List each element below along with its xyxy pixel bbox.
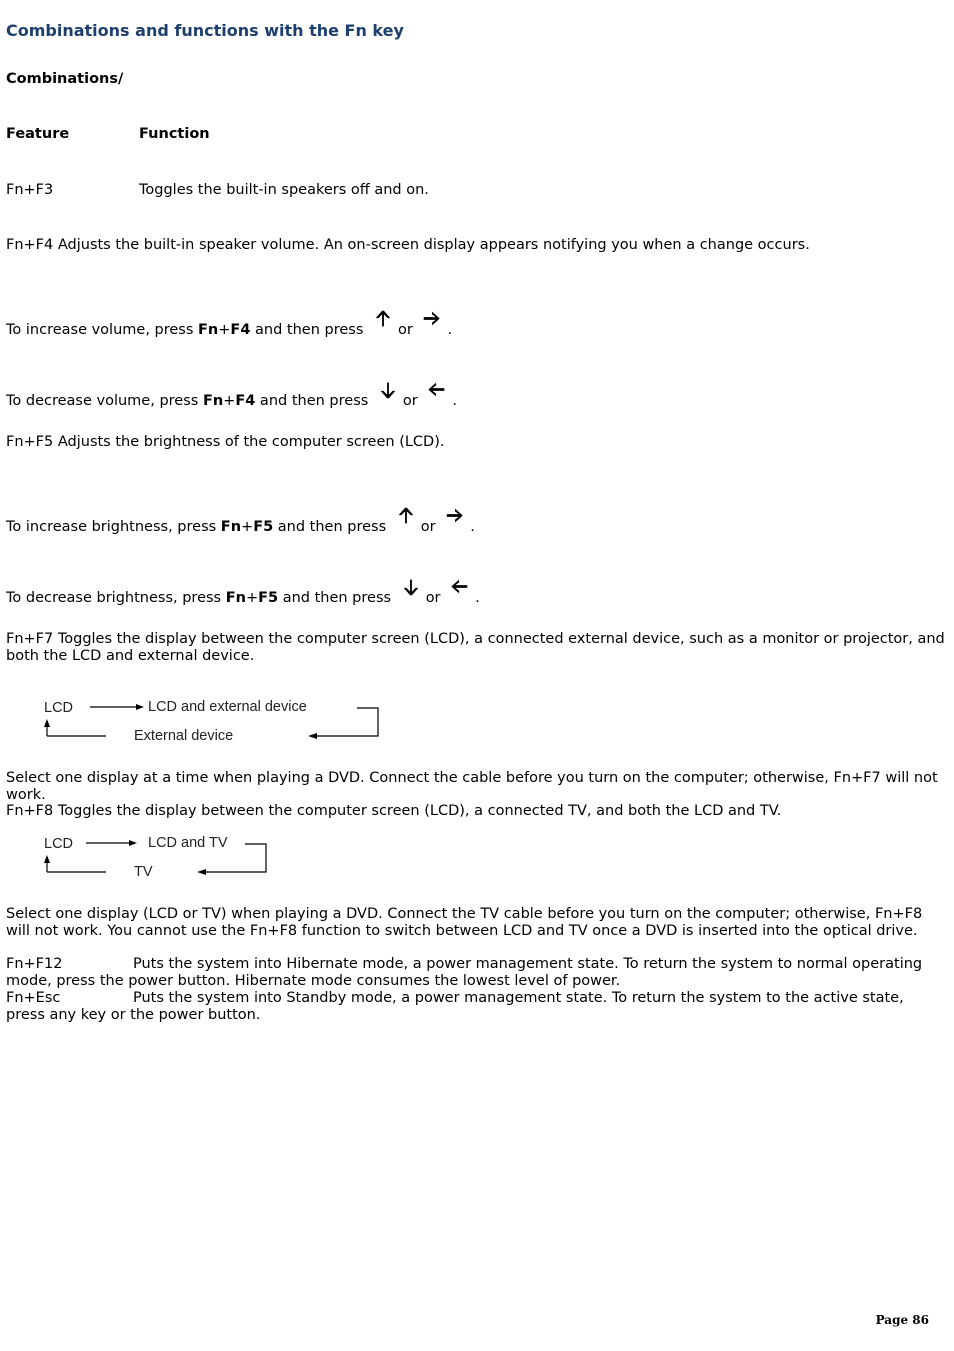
right-arrow-icon bbox=[444, 505, 466, 527]
or-text: or bbox=[398, 322, 413, 338]
period: . bbox=[447, 322, 453, 338]
fn-f5-line: Fn+F5 Adjusts the brightness of the computer screen (LCD). bbox=[6, 434, 445, 450]
or-text: or bbox=[402, 393, 418, 409]
key-fn: Fn bbox=[202, 393, 224, 409]
fn-f7-line: Fn+F7 Toggles the display between the computer screen (LCD), a connected external device, such as a monitor or projector, and both the LCD and external device. bbox=[6, 631, 945, 664]
diagram-tv: TV bbox=[134, 864, 153, 880]
up-arrow-icon bbox=[372, 308, 394, 330]
fn-f12-key: Fn+F12 bbox=[6, 956, 63, 972]
diagram-arrowhead bbox=[44, 855, 50, 863]
fn-esc-key: Fn+Esc bbox=[6, 990, 61, 1006]
fn-f7-diagram bbox=[40, 692, 390, 748]
fn-f8-line: Fn+F8 Toggles the display between the computer screen (LCD), a connected TV, and both the LCD and TV. bbox=[6, 803, 782, 819]
diagram-lcd: LCD bbox=[44, 836, 74, 852]
fn-f3-desc: Toggles the built-in speakers off and on. bbox=[139, 182, 429, 198]
fn-f8-note: Select one display (LCD or TV) when playing a DVD. Connect the TV cable before you turn on the computer; otherwise, Fn+F8 will not work. You cannot use the Fn+F8 function to switch between LCD and TV once a DVD is inserted into the optical drive. bbox=[6, 906, 923, 939]
left-arrow-icon bbox=[449, 576, 471, 598]
fn-f4-decrease bbox=[6, 379, 457, 410]
diagram-arrowhead bbox=[308, 733, 317, 739]
diagram-arrowhead bbox=[136, 704, 144, 710]
left-arrow-icon bbox=[426, 379, 448, 401]
right-arrow-icon bbox=[421, 308, 443, 330]
period: . bbox=[470, 519, 475, 535]
instr-text: and then press bbox=[255, 393, 369, 409]
subheading: Combinations/ bbox=[6, 71, 124, 87]
fn-f3-key: Fn+F3 bbox=[6, 182, 54, 198]
or-text: or bbox=[425, 590, 441, 606]
plus: + bbox=[245, 590, 259, 606]
diagram-return-line bbox=[316, 708, 378, 736]
plus: + bbox=[241, 519, 254, 535]
instr-text: and then press bbox=[273, 519, 387, 535]
key-fn: Fn bbox=[198, 322, 219, 338]
row-fn-esc bbox=[6, 990, 946, 1024]
page-title: Combinations and functions with the Fn key bbox=[6, 21, 404, 40]
period: . bbox=[475, 590, 480, 606]
key-fn: Fn bbox=[225, 590, 246, 606]
table-header bbox=[6, 126, 406, 143]
plus: + bbox=[218, 322, 231, 338]
instr-text: To decrease volume, press bbox=[6, 393, 203, 409]
instr-text: To increase volume, press bbox=[6, 322, 199, 338]
diagram-lcd: LCD bbox=[44, 700, 74, 716]
down-arrow-icon bbox=[377, 379, 399, 401]
or-text: or bbox=[420, 519, 436, 535]
header-feature: Feature bbox=[6, 126, 70, 142]
diagram-lcd-external: LCD and external device bbox=[148, 699, 307, 715]
fn-esc-desc: Puts the system into Standby mode, a power management state. To return the system to the active state, press any key or the power button. bbox=[6, 990, 904, 1023]
diagram-arrowhead bbox=[197, 869, 206, 875]
diagram-arrowhead bbox=[44, 719, 50, 727]
instr-text: To decrease brightness, press bbox=[6, 590, 226, 606]
fn-f12-desc: Puts the system into Hibernate mode, a power management state. To return the system to normal operating mode, press the power button. Hibernate mode consumes the lowest level of power. bbox=[6, 956, 923, 989]
page-number: Page 86 bbox=[875, 1313, 929, 1327]
fn-f7-note: Select one display at a time when playing a DVD. Connect the cable before you turn on the computer; otherwise, Fn+F7 will not work. bbox=[6, 770, 938, 803]
period: . bbox=[452, 393, 457, 409]
fn-f5-decrease bbox=[6, 576, 480, 607]
key-fn: Fn bbox=[220, 519, 242, 535]
diagram-lcd-tv: LCD and TV bbox=[148, 835, 228, 851]
fn-f4-line: Fn+F4 Adjusts the built-in speaker volume. An on-screen display appears notifying you when a change occurs. bbox=[6, 237, 810, 253]
fn-f4-increase bbox=[6, 308, 452, 339]
fn-f5-increase bbox=[6, 505, 475, 536]
diagram-external: External device bbox=[134, 728, 234, 744]
down-arrow-icon bbox=[400, 576, 422, 598]
instr-text: and then press bbox=[250, 322, 364, 338]
key-f5: F5 bbox=[253, 519, 274, 535]
instr-text: and then press bbox=[278, 590, 392, 606]
key-f4: F4 bbox=[235, 393, 256, 409]
key-f5: F5 bbox=[258, 590, 279, 606]
diagram-arrowhead bbox=[129, 840, 137, 846]
row-fn-f3 bbox=[6, 182, 606, 199]
fn-f8-diagram bbox=[40, 828, 280, 884]
instr-text: To increase brightness, press bbox=[6, 519, 221, 535]
key-f4: F4 bbox=[230, 322, 251, 338]
row-fn-f12 bbox=[6, 956, 946, 990]
up-arrow-icon bbox=[395, 505, 417, 527]
header-function: Function bbox=[139, 126, 210, 142]
plus: + bbox=[223, 393, 236, 409]
